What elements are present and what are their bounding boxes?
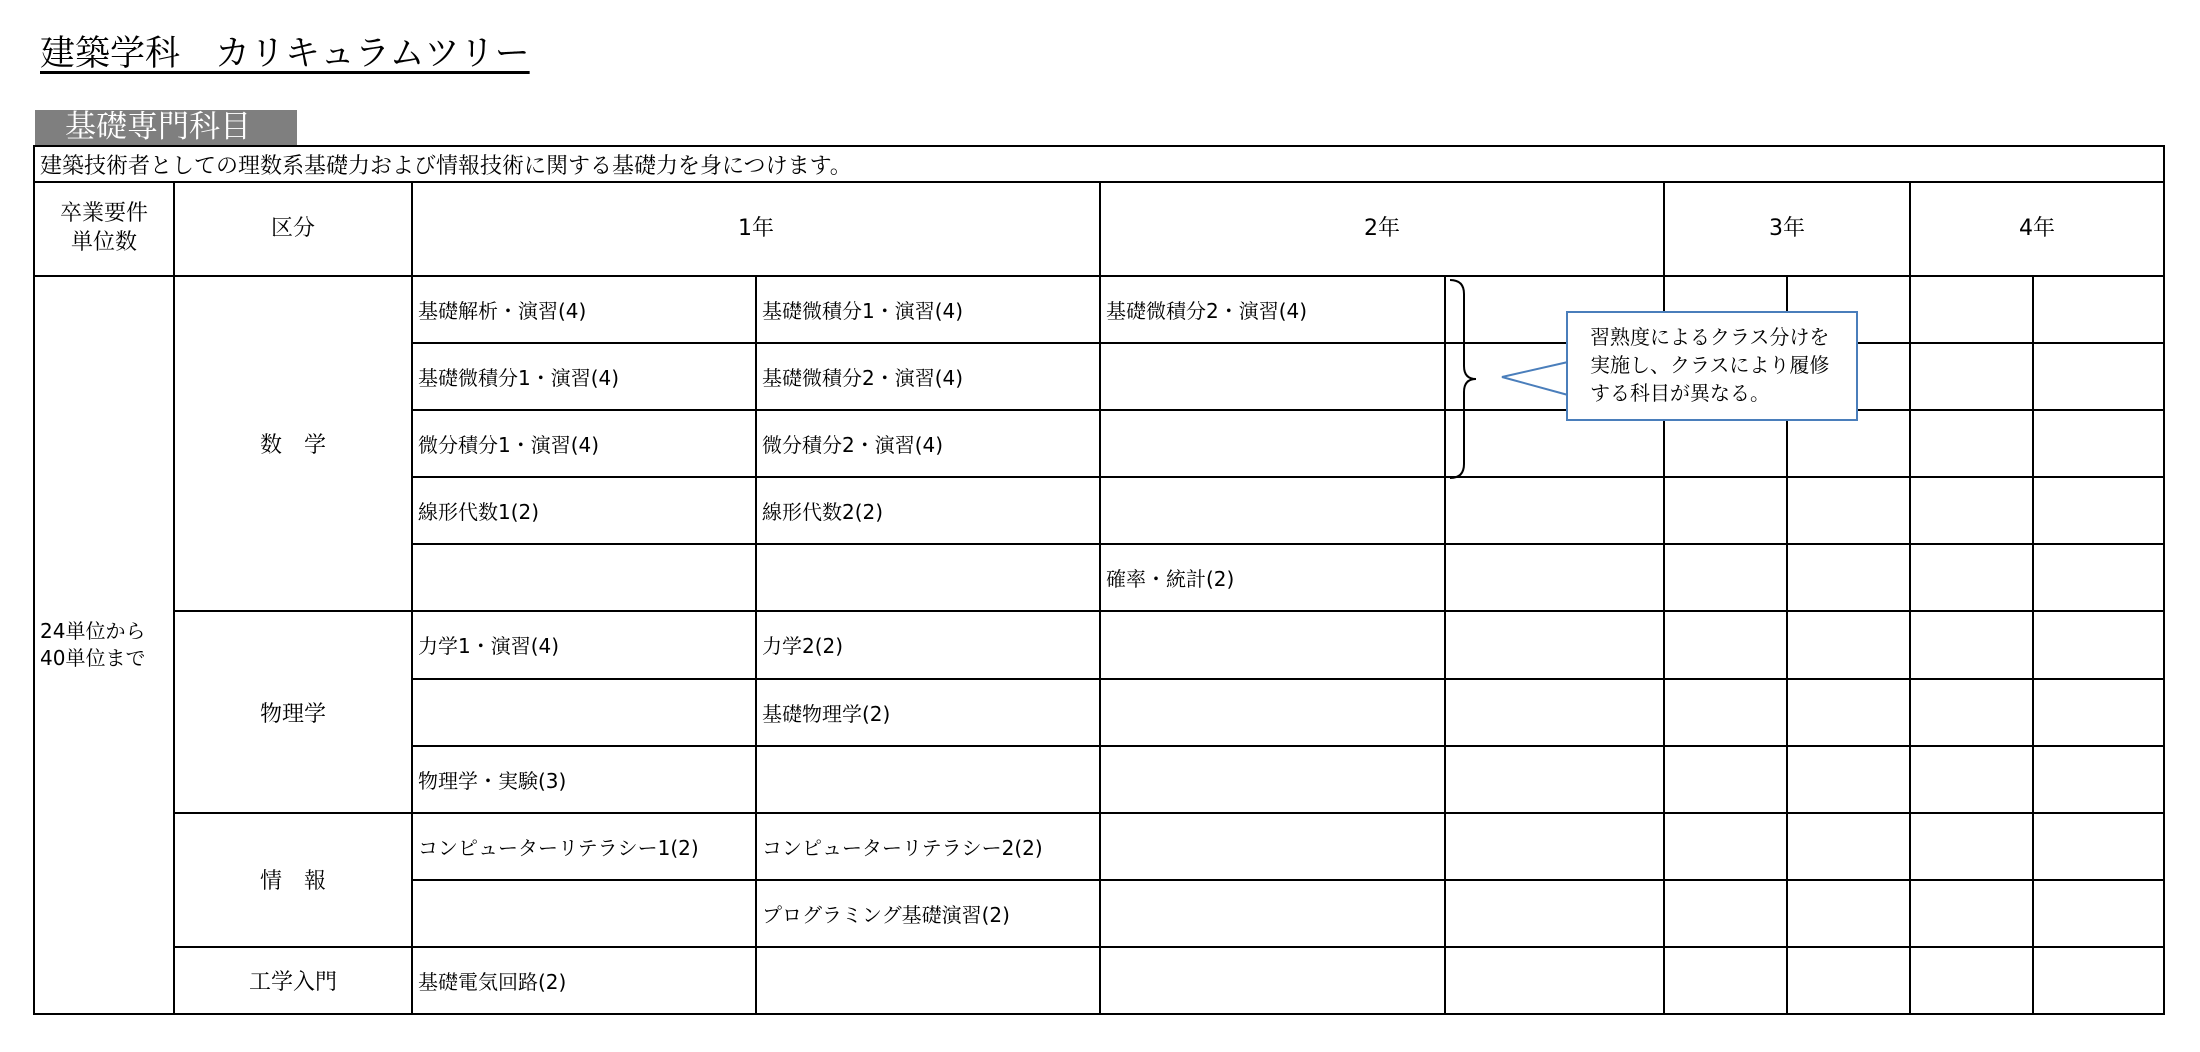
course-cell: [1100, 679, 1445, 746]
empty-cell: [1445, 611, 1664, 678]
requirement-cell: [34, 276, 174, 1014]
empty-cell: [1664, 477, 1787, 544]
empty-cell: [2033, 611, 2164, 678]
empty-cell: [2033, 746, 2164, 813]
course-cell: [756, 947, 1100, 1014]
table-row: [34, 813, 2164, 880]
empty-cell: [1910, 276, 2033, 343]
empty-cell: [1664, 746, 1787, 813]
course-cell: [1100, 947, 1445, 1014]
empty-cell: [2033, 880, 2164, 947]
course-cell: コンピューターリテラシー1(2): [412, 813, 756, 880]
empty-cell: [1445, 477, 1664, 544]
empty-cell: [1787, 746, 1910, 813]
header-year3: 3年: [1664, 182, 1910, 276]
section-label: 基礎専門科目: [35, 110, 297, 145]
empty-cell: [1445, 746, 1664, 813]
empty-cell: [1910, 477, 2033, 544]
course-cell: 基礎微積分2・演習(4): [756, 343, 1100, 410]
course-cell: [756, 746, 1100, 813]
course-cell: 線形代数2(2): [756, 477, 1100, 544]
empty-cell: [1445, 679, 1664, 746]
curriculum-table: [33, 145, 2165, 1015]
course-cell: 基礎電気回路(2): [412, 947, 756, 1014]
callout-line3: する科目が異なる。: [1590, 381, 1770, 405]
category-info: 情 報: [174, 813, 412, 947]
requirement-line2: 40単位まで: [40, 646, 146, 671]
empty-cell: [1910, 611, 2033, 678]
empty-cell: [1787, 544, 1910, 611]
header-req-line2: 単位数: [70, 230, 137, 256]
category-math: 数 学: [174, 276, 412, 611]
empty-cell: [1664, 947, 1787, 1014]
category-engineering: 工学入門: [174, 947, 412, 1014]
course-cell: 力学1・演習(4): [412, 611, 756, 678]
course-cell: 微分積分2・演習(4): [756, 410, 1100, 477]
header-year4: 4年: [1910, 182, 2164, 276]
course-cell: 基礎解析・演習(4): [412, 276, 756, 343]
empty-cell: [1910, 544, 2033, 611]
empty-cell: [2033, 410, 2164, 477]
callout-line1: 習熟度によるクラス分けを: [1590, 325, 1830, 349]
empty-cell: [2033, 343, 2164, 410]
description-text: 建築技術者としての理数系基礎力および情報技術に関する基礎力を身につけます。: [34, 146, 2164, 182]
grouping-brace: [1448, 278, 1478, 480]
empty-cell: [1787, 947, 1910, 1014]
empty-cell: [2033, 544, 2164, 611]
page-title: 建築学科 カリキュラムツリー: [40, 34, 530, 74]
empty-cell: [1664, 679, 1787, 746]
header-category: 区分: [174, 182, 412, 276]
empty-cell: [1664, 611, 1787, 678]
empty-cell: [1445, 544, 1664, 611]
empty-cell: [1787, 477, 1910, 544]
course-cell: 基礎微積分1・演習(4): [412, 343, 756, 410]
course-cell: [1100, 611, 1445, 678]
empty-cell: [2033, 947, 2164, 1014]
empty-cell: [1910, 410, 2033, 477]
course-cell: 線形代数1(2): [412, 477, 756, 544]
header-year1: 1年: [412, 182, 1100, 276]
course-cell: 物理学・実験(3): [412, 746, 756, 813]
course-cell: 基礎微積分1・演習(4): [756, 276, 1100, 343]
header-row: [34, 182, 2164, 276]
empty-cell: [2033, 477, 2164, 544]
callout-line2: 実施し、クラスにより履修: [1590, 353, 1830, 377]
category-physics: 物理学: [174, 611, 412, 812]
course-cell: [412, 880, 756, 947]
empty-cell: [1445, 813, 1664, 880]
empty-cell: [1910, 746, 2033, 813]
empty-cell: [1445, 947, 1664, 1014]
callout-pointer: [1500, 360, 1570, 410]
empty-cell: [2033, 813, 2164, 880]
empty-cell: [2033, 276, 2164, 343]
empty-cell: [2033, 679, 2164, 746]
empty-cell: [1910, 947, 2033, 1014]
empty-cell: [1910, 880, 2033, 947]
course-cell: 確率・統計(2): [1100, 544, 1445, 611]
class-division-callout: [1566, 311, 1858, 421]
empty-cell: [1910, 813, 2033, 880]
header-req-line1: 卒業要件: [59, 201, 148, 227]
course-cell: [1100, 477, 1445, 544]
empty-cell: [1445, 880, 1664, 947]
course-cell: [1100, 880, 1445, 947]
empty-cell: [1664, 880, 1787, 947]
empty-cell: [1787, 679, 1910, 746]
empty-cell: [1787, 880, 1910, 947]
course-cell: コンピューターリテラシー2(2): [756, 813, 1100, 880]
course-cell: [1100, 813, 1445, 880]
course-cell: [756, 544, 1100, 611]
course-cell: 基礎物理学(2): [756, 679, 1100, 746]
empty-cell: [1664, 813, 1787, 880]
course-cell: [412, 679, 756, 746]
empty-cell: [1787, 813, 1910, 880]
course-cell: プログラミング基礎演習(2): [756, 880, 1100, 947]
empty-cell: [1787, 611, 1910, 678]
table-row: [34, 947, 2164, 1014]
course-cell: [412, 544, 756, 611]
course-cell: [1100, 343, 1445, 410]
description-row: [34, 146, 2164, 182]
header-requirement: [34, 182, 174, 276]
empty-cell: [1664, 544, 1787, 611]
requirement-line1: 24単位から: [40, 619, 146, 644]
course-cell: 力学2(2): [756, 611, 1100, 678]
table-row: [34, 611, 2164, 678]
header-year2: 2年: [1100, 182, 1664, 276]
empty-cell: [1910, 343, 2033, 410]
course-cell: 微分積分1・演習(4): [412, 410, 756, 477]
empty-cell: [1910, 679, 2033, 746]
course-cell: [1100, 410, 1445, 477]
course-cell: [1100, 746, 1445, 813]
course-cell: 基礎微積分2・演習(4): [1100, 276, 1445, 343]
